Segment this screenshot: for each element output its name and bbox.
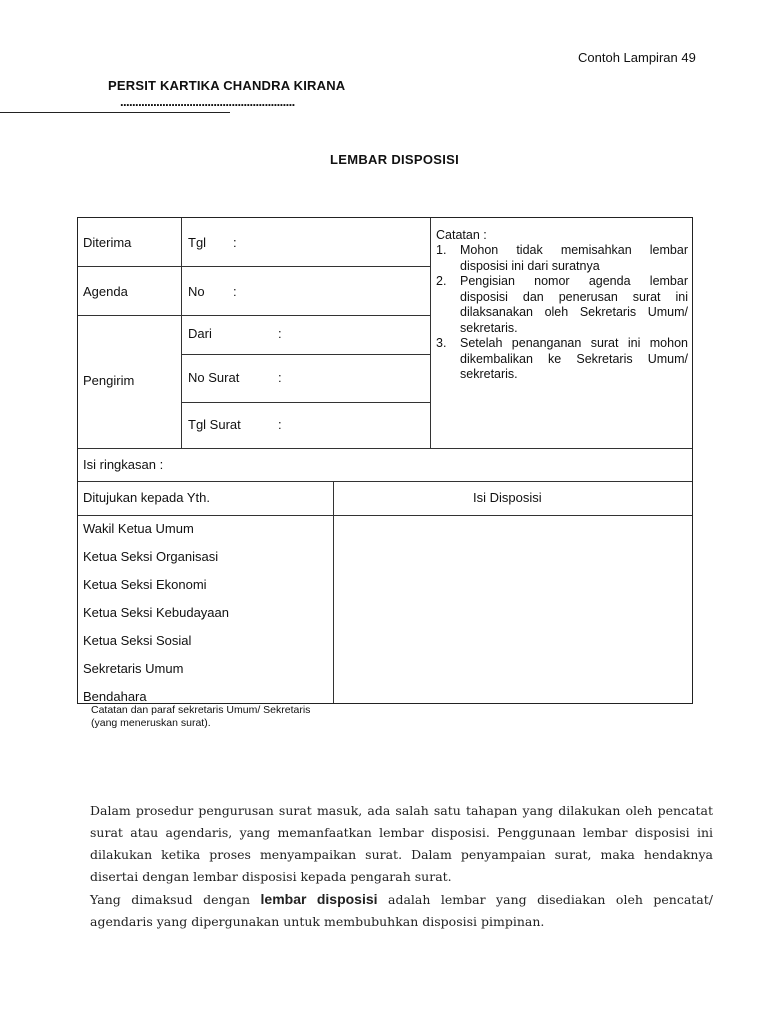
paragraph-text: Dalam prosedur pengurusan surat masuk, ada salah satu tahapan yang dilakukan oleh pencatat surat atau agendaris, yang memanfaatkan lembar disposisi. Penggunaan lembar disposisi ini dilakukan ketika proses menyampaikan surat. Dalam penyampaian surat, maka hendaknya disertai dengan lembar disposisi kepada pengarah surat. [90,803,713,884]
caption-line: Catatan dan paraf sekretaris Umum/ Sekretaris [91,704,311,716]
note-item [436,274,688,336]
column-divider [181,218,182,448]
recipient-item: Ketua Seksi Kebudayaan [83,605,229,620]
header-rule [0,112,230,113]
ditujukan-label: Ditujukan kepada Yth. [83,490,210,505]
form-caption [91,704,310,730]
column-divider [333,481,334,703]
row-divider [78,481,692,482]
definition-start: Yang dimaksud dengan [90,892,251,907]
catatan-heading: Catatan : [436,228,487,242]
notes-list [436,243,688,383]
row-divider [78,515,692,516]
organization-name: PERSIT KARTIKA CHANDRA KIRANA [108,78,346,93]
column-divider [430,218,431,448]
recipient-item: Bendahara [83,689,147,704]
recipient-item: Ketua Seksi Sosial [83,633,192,648]
row-divider [78,315,430,316]
body-paragraph [90,800,713,933]
tgl-colon: : [233,235,237,250]
dari-label: Dari [188,326,212,341]
no-surat-colon: : [278,370,282,385]
caption-line: (yang meneruskan surat). [91,717,211,729]
row-divider [181,402,430,403]
recipient-item: Ketua Seksi Ekonomi [83,577,207,592]
recipient-item: Sekretaris Umum [83,661,184,676]
isi-ringkasan-label: Isi ringkasan : [83,457,164,472]
no-colon: : [233,284,237,299]
tgl-label: Tgl [188,235,207,250]
tgl-surat-field[interactable] [293,410,423,442]
isi-disposisi-field[interactable] [340,521,685,699]
note-text: Setelah penanganan surat ini mohon dikembalikan ke Sekretaris Umum/ sekretaris. [460,336,688,381]
definition-term: lembar disposisi [260,891,378,907]
tgl-surat-label: Tgl Surat [188,417,241,432]
note-item [436,336,688,383]
row-divider [181,354,430,355]
no-surat-label: No Surat [188,370,240,385]
dari-field[interactable] [293,320,423,350]
note-number: 1. [436,243,447,257]
recipient-list [83,518,229,714]
lampiran-label: Contoh Lampiran 49 [578,50,696,65]
dari-colon: : [278,326,282,341]
paragraph-text [90,888,713,933]
disposition-form [77,217,693,704]
dotted-line: .......................................................... [120,94,295,109]
no-surat-field[interactable] [293,363,423,395]
no-label: No [188,284,205,299]
note-text: Mohon tidak memisahkan lembar disposisi ini dari suratnya [460,243,688,273]
note-number: 2. [436,274,447,288]
isi-disposisi-label: Isi Disposisi [473,490,542,505]
tgl-field[interactable] [258,228,423,260]
row-divider [78,448,692,449]
diterima-label: Diterima [83,235,132,250]
no-agenda-field[interactable] [258,276,423,308]
agenda-label: Agenda [83,284,128,299]
recipient-item: Wakil Ketua Umum [83,521,194,536]
row-divider [78,266,430,267]
pengirim-label: Pengirim [83,373,135,388]
recipient-item: Ketua Seksi Organisasi [83,549,219,564]
note-item [436,243,688,274]
tgl-surat-colon: : [278,417,282,432]
definition-end: adalah lembar yang disediakan oleh pencatat/ agendaris yang dipergunakan untuk membubuhkan disposisi pimpinan. [90,892,713,929]
note-number: 3. [436,336,447,350]
note-text: Pengisian nomor agenda lembar disposisi dan penerusan surat ini dilaksanakan oleh Sekretaris Umum/ sekretaris. [460,274,688,335]
page-title: LEMBAR DISPOSISI [330,152,460,167]
